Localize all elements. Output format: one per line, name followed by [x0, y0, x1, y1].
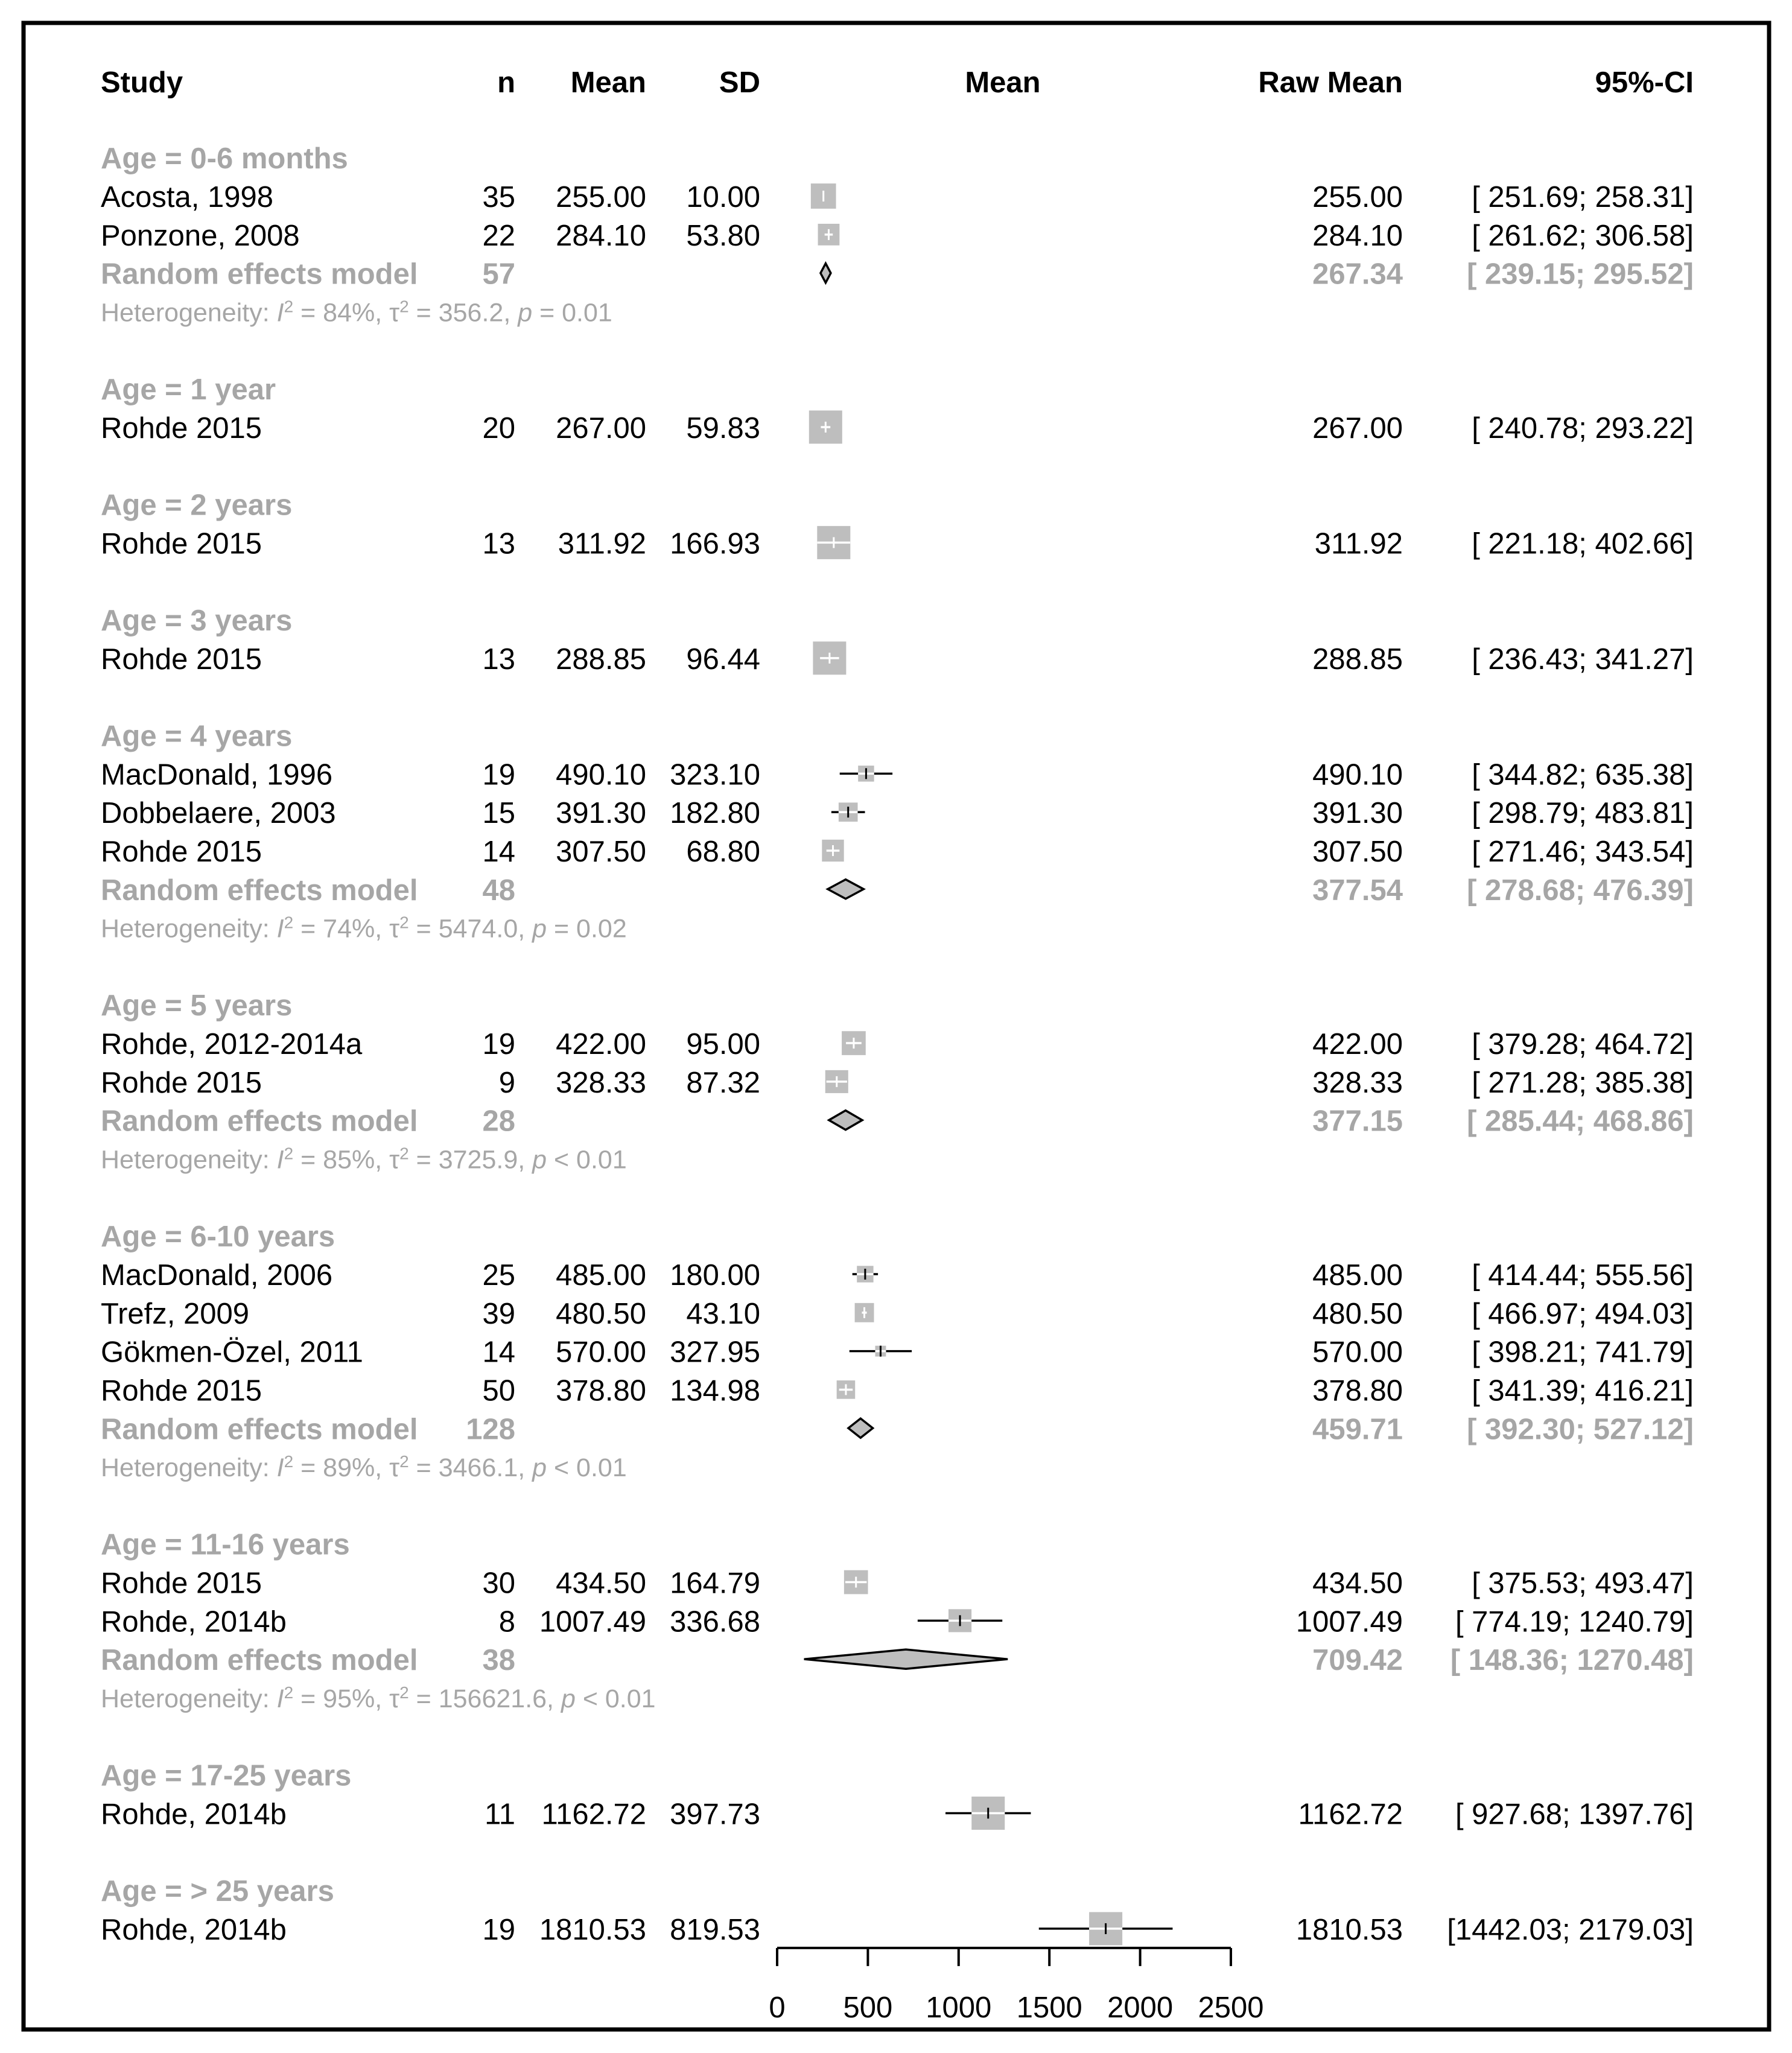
study-row — [101, 1567, 1694, 1600]
study-mean: 570.00 — [556, 1336, 646, 1369]
study-ci: [ 344.82; 635.38] — [1472, 758, 1694, 792]
model-n: 28 — [482, 1105, 515, 1138]
subgroup-label: Age = 0-6 months — [101, 142, 348, 176]
subgroup — [101, 142, 1694, 327]
study-name: Gökmen-Özel, 2011 — [101, 1336, 363, 1369]
study-ci: [ 236.43; 341.27] — [1472, 643, 1694, 676]
study-row — [101, 797, 1694, 830]
model-row — [101, 1644, 1694, 1677]
subgroup-label: Age = 6-10 years — [101, 1220, 335, 1254]
study-name: Trefz, 2009 — [101, 1297, 250, 1330]
study-sd: 68.80 — [686, 835, 760, 868]
study-ci: [ 774.19; 1240.79] — [1455, 1605, 1694, 1639]
study-sd: 10.00 — [686, 181, 760, 214]
study-row — [101, 220, 1694, 252]
study-raw-mean: 1810.53 — [1295, 1913, 1403, 1946]
forest-rows — [101, 142, 1694, 1946]
study-n: 14 — [482, 1336, 515, 1369]
model-ci: [ 239.15; 295.52] — [1467, 258, 1694, 291]
model-diamond — [821, 264, 831, 283]
model-label: Random effects model — [101, 1644, 418, 1677]
heterogeneity-text: Heterogeneity: $I^2 = 95\%$, $\tau^2 = 156621.6$, p < 0.01 — [101, 1683, 656, 1713]
subgroup — [101, 604, 1694, 676]
study-n: 35 — [482, 181, 515, 214]
study-n: 22 — [482, 219, 515, 252]
study-mean: 378.80 — [556, 1374, 646, 1407]
study-row — [101, 410, 1694, 445]
header-raw-mean: Raw Mean — [1258, 66, 1403, 99]
study-name: Rohde 2015 — [101, 527, 262, 560]
study-row — [101, 181, 1694, 214]
model-raw-mean: 377.15 — [1312, 1105, 1403, 1138]
x-tick-label: 1500 — [1016, 1991, 1082, 2024]
study-n: 30 — [482, 1567, 515, 1600]
model-n: 128 — [466, 1413, 515, 1446]
study-n: 39 — [482, 1297, 515, 1330]
study-raw-mean: 490.10 — [1312, 758, 1403, 792]
study-row — [101, 1298, 1694, 1330]
study-raw-mean: 267.00 — [1312, 411, 1403, 445]
study-mean: 480.50 — [556, 1297, 646, 1330]
study-mean: 485.00 — [556, 1258, 646, 1292]
study-ci: [ 379.28; 464.72] — [1472, 1028, 1694, 1061]
study-row — [101, 1028, 1694, 1061]
model-row — [101, 1413, 1694, 1445]
study-name: Rohde 2015 — [101, 411, 262, 445]
header-n: n — [497, 66, 515, 99]
study-mean: 311.92 — [558, 527, 646, 560]
model-row — [101, 874, 1694, 907]
study-sd: 164.79 — [670, 1567, 760, 1600]
model-row — [101, 258, 1694, 291]
study-ci: [ 251.69; 258.31] — [1472, 181, 1694, 214]
study-row — [101, 1797, 1694, 1831]
study-sd: 96.44 — [686, 643, 760, 676]
header-plot-mean: Mean — [965, 66, 1041, 99]
x-tick-label: 0 — [769, 1991, 786, 2024]
study-raw-mean: 311.92 — [1314, 527, 1403, 560]
study-n: 9 — [498, 1066, 515, 1099]
study-name: Rohde 2015 — [101, 1567, 262, 1600]
subgroup — [101, 1220, 1694, 1482]
study-ci: [ 261.62; 306.58] — [1472, 219, 1694, 252]
study-raw-mean: 1162.72 — [1298, 1798, 1403, 1831]
study-name: MacDonald, 2006 — [101, 1258, 333, 1292]
study-name: Rohde 2015 — [101, 835, 262, 868]
study-n: 11 — [485, 1798, 515, 1831]
subgroup-label: Age = 2 years — [101, 489, 293, 522]
study-raw-mean: 434.50 — [1312, 1567, 1403, 1600]
study-n: 19 — [482, 1913, 515, 1946]
subgroup — [101, 373, 1694, 445]
study-raw-mean: 422.00 — [1312, 1028, 1403, 1061]
study-n: 50 — [482, 1374, 515, 1407]
study-n: 15 — [482, 797, 515, 830]
study-raw-mean: 1007.49 — [1295, 1605, 1403, 1639]
study-ci: [ 398.21; 741.79] — [1472, 1336, 1694, 1369]
model-diamond — [848, 1418, 873, 1438]
study-ci: [ 271.28; 385.38] — [1472, 1066, 1694, 1099]
study-raw-mean: 328.33 — [1312, 1066, 1403, 1099]
study-ci: [ 414.44; 555.56] — [1472, 1258, 1694, 1292]
study-name: Rohde 2015 — [101, 1066, 262, 1099]
model-diamond — [828, 880, 863, 899]
subgroup — [101, 489, 1694, 560]
study-sd: 59.83 — [686, 411, 760, 445]
study-row — [101, 1605, 1694, 1638]
study-raw-mean: 391.30 — [1312, 797, 1403, 830]
study-name: Rohde 2015 — [101, 643, 262, 676]
study-mean: 391.30 — [556, 797, 646, 830]
study-mean: 307.50 — [556, 835, 646, 868]
study-n: 13 — [482, 527, 515, 560]
study-name: Rohde, 2012-2014a — [101, 1028, 363, 1061]
study-mean: 255.00 — [556, 181, 646, 214]
study-sd: 134.98 — [670, 1374, 760, 1407]
model-label: Random effects model — [101, 874, 418, 907]
study-ci: [ 466.97; 494.03] — [1472, 1297, 1694, 1330]
model-raw-mean: 377.54 — [1312, 874, 1403, 907]
study-row — [101, 758, 1694, 791]
study-raw-mean: 288.85 — [1312, 643, 1403, 676]
model-label: Random effects model — [101, 1105, 418, 1138]
study-sd: 323.10 — [670, 758, 760, 792]
study-ci: [ 375.53; 493.47] — [1472, 1567, 1694, 1600]
study-sd: 53.80 — [686, 219, 760, 252]
study-raw-mean: 255.00 — [1312, 181, 1403, 214]
study-sd: 819.53 — [670, 1913, 760, 1946]
study-n: 13 — [482, 643, 515, 676]
header-sd: SD — [719, 66, 760, 99]
study-row — [101, 526, 1694, 560]
study-sd: 327.95 — [670, 1336, 760, 1369]
model-label: Random effects model — [101, 258, 418, 291]
study-mean: 1007.49 — [539, 1605, 646, 1639]
study-mean: 490.10 — [556, 758, 646, 792]
study-n: 25 — [482, 1258, 515, 1292]
model-ci: [ 148.36; 1270.48] — [1450, 1644, 1694, 1677]
study-mean: 284.10 — [556, 219, 646, 252]
study-row — [101, 1259, 1694, 1292]
model-row — [101, 1105, 1694, 1138]
study-name: Acosta, 1998 — [101, 181, 274, 214]
study-name: Rohde, 2014b — [101, 1798, 287, 1831]
study-sd: 180.00 — [670, 1258, 760, 1292]
study-ci: [ 341.39; 416.21] — [1472, 1374, 1694, 1407]
heterogeneity-text: Heterogeneity: $I^2 = 89\%$, $\tau^2 = 3466.1$, p < 0.01 — [101, 1452, 627, 1483]
model-diamond — [804, 1649, 1008, 1669]
study-sd: 87.32 — [686, 1066, 760, 1099]
subgroup — [101, 1529, 1694, 1713]
heterogeneity-text: Heterogeneity: $I^2 = 74\%$, $\tau^2 = 5474.0$, p = 0.02 — [101, 913, 627, 944]
header-mean: Mean — [570, 66, 646, 99]
x-tick-label: 2500 — [1198, 1991, 1264, 2024]
subgroup-label: Age = > 25 years — [101, 1875, 334, 1908]
subgroup-label: Age = 17-25 years — [101, 1759, 352, 1792]
study-raw-mean: 378.80 — [1312, 1374, 1403, 1407]
study-raw-mean: 485.00 — [1312, 1258, 1403, 1292]
study-row — [101, 1912, 1694, 1946]
study-raw-mean: 307.50 — [1312, 835, 1403, 868]
study-ci: [1442.03; 2179.03] — [1447, 1913, 1694, 1946]
study-mean: 434.50 — [556, 1567, 646, 1600]
model-ci: [ 392.30; 527.12] — [1467, 1413, 1694, 1446]
model-raw-mean: 267.34 — [1312, 258, 1403, 291]
study-n: 8 — [498, 1605, 515, 1639]
subgroup — [101, 989, 1694, 1174]
study-mean: 422.00 — [556, 1028, 646, 1061]
study-row — [101, 836, 1694, 868]
study-raw-mean: 570.00 — [1312, 1336, 1403, 1369]
column-headers — [101, 66, 1694, 99]
study-sd: 95.00 — [686, 1028, 760, 1061]
subgroup-label: Age = 1 year — [101, 373, 276, 407]
x-axis — [769, 1948, 1263, 2024]
subgroup-label: Age = 4 years — [101, 720, 293, 753]
study-mean: 1810.53 — [539, 1913, 646, 1946]
model-n: 38 — [482, 1644, 515, 1677]
subgroup — [101, 1760, 1694, 1831]
study-name: Rohde, 2014b — [101, 1913, 287, 1946]
model-n: 57 — [482, 258, 515, 291]
study-raw-mean: 480.50 — [1312, 1297, 1403, 1330]
study-sd: 43.10 — [686, 1297, 760, 1330]
study-mean: 288.85 — [556, 643, 646, 676]
header-ci: 95%-CI — [1595, 66, 1694, 99]
study-n: 19 — [482, 758, 515, 792]
header-study: Study — [101, 66, 183, 99]
study-row — [101, 641, 1694, 676]
study-sd: 182.80 — [670, 797, 760, 830]
study-row — [101, 1336, 1694, 1369]
study-ci: [ 927.68; 1397.76] — [1455, 1798, 1694, 1831]
study-sd: 336.68 — [670, 1605, 760, 1639]
figure-frame — [24, 23, 1769, 2029]
study-name: Rohde 2015 — [101, 1374, 262, 1407]
model-diamond — [829, 1111, 862, 1130]
x-tick-label: 500 — [843, 1991, 893, 2024]
study-name: Dobbelaere, 2003 — [101, 797, 336, 830]
heterogeneity-text: Heterogeneity: $I^2 = 85\%$, $\tau^2 = 3725.9$, p < 0.01 — [101, 1144, 627, 1175]
study-name: MacDonald, 1996 — [101, 758, 333, 792]
study-ci: [ 271.46; 343.54] — [1472, 835, 1694, 868]
study-name: Ponzone, 2008 — [101, 219, 300, 252]
study-sd: 166.93 — [670, 527, 760, 560]
subgroup — [101, 720, 1694, 944]
subgroup — [101, 1875, 1694, 1946]
study-ci: [ 298.79; 483.81] — [1472, 797, 1694, 830]
x-tick-label: 1000 — [926, 1991, 992, 2024]
subgroup-label: Age = 11-16 years — [101, 1528, 350, 1561]
study-sd: 397.73 — [670, 1798, 760, 1831]
subgroup-label: Age = 3 years — [101, 604, 293, 638]
study-mean: 267.00 — [556, 411, 646, 445]
model-ci: [ 285.44; 468.86] — [1467, 1105, 1694, 1138]
study-row — [101, 1374, 1694, 1407]
study-ci: [ 240.78; 293.22] — [1472, 411, 1694, 445]
study-mean: 1162.72 — [541, 1798, 646, 1831]
x-tick-label: 2000 — [1107, 1991, 1174, 2024]
study-row — [101, 1067, 1694, 1099]
study-raw-mean: 284.10 — [1312, 219, 1403, 252]
model-ci: [ 278.68; 476.39] — [1467, 874, 1694, 907]
study-name: Rohde, 2014b — [101, 1605, 287, 1639]
study-ci: [ 221.18; 402.66] — [1472, 527, 1694, 560]
model-raw-mean: 459.71 — [1312, 1413, 1403, 1446]
study-mean: 328.33 — [556, 1066, 646, 1099]
study-n: 20 — [482, 411, 515, 445]
heterogeneity-text: Heterogeneity: $I^2 = 84\%$, $\tau^2 = 356.2$, p = 0.01 — [101, 296, 612, 328]
subgroup-label: Age = 5 years — [101, 989, 293, 1023]
model-raw-mean: 709.42 — [1312, 1644, 1403, 1677]
model-label: Random effects model — [101, 1413, 418, 1446]
model-n: 48 — [482, 874, 515, 907]
study-n: 19 — [482, 1028, 515, 1061]
study-n: 14 — [482, 835, 515, 868]
